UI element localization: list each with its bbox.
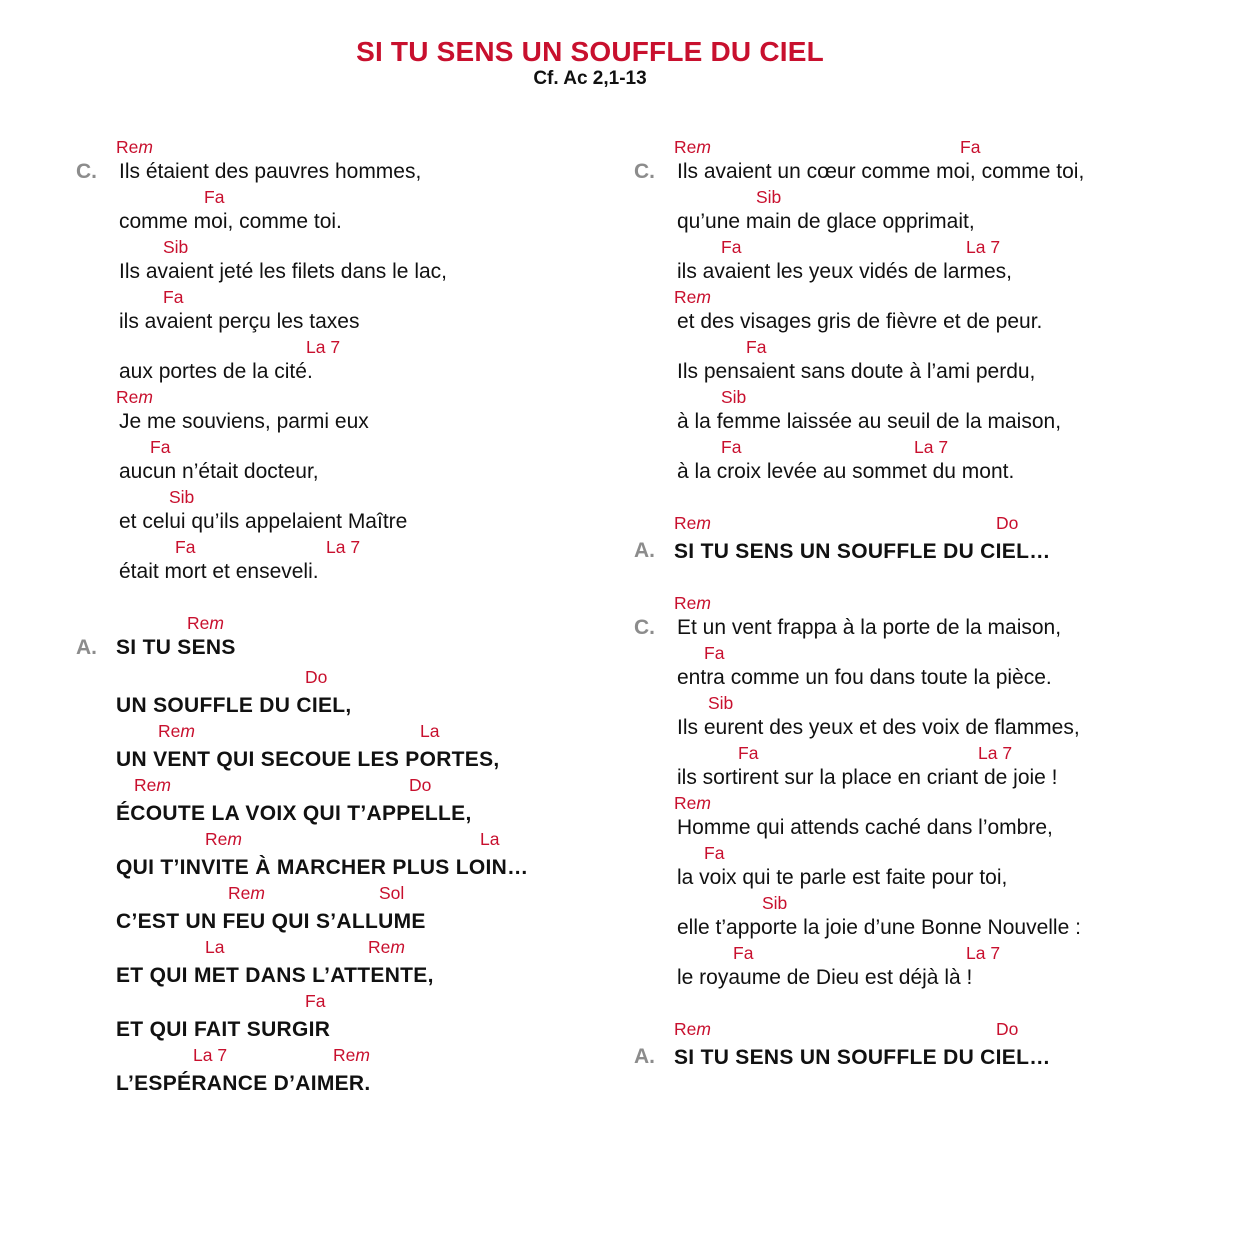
chord-root: Sib	[708, 693, 734, 713]
chord	[966, 942, 1000, 964]
chord	[708, 692, 733, 714]
chord	[674, 592, 711, 614]
lyric-line	[76, 386, 636, 436]
lyric-line	[76, 1044, 636, 1098]
lyric-line	[76, 186, 636, 236]
chord-minor: m	[696, 287, 711, 307]
lyric-text: elle t’apporte la joie d’une Bonne Nouvelle :	[677, 916, 1081, 939]
lyric-line	[76, 236, 636, 286]
lyric-line	[634, 742, 1194, 792]
chord	[150, 436, 170, 458]
lyric-text: Ils eurent des yeux et des voix de flammes,	[677, 716, 1080, 739]
chord-minor: m	[696, 593, 711, 613]
chord-root: Fa	[163, 287, 184, 307]
chord	[326, 536, 360, 558]
chord-minor: m	[696, 513, 711, 533]
lyric-line	[634, 336, 1194, 386]
chord-root: Fa	[721, 437, 742, 457]
chord-root: Sib	[756, 187, 782, 207]
refrain	[76, 612, 636, 1098]
lyric-line	[76, 536, 636, 586]
lyric-line	[76, 774, 636, 828]
chord-root: Fa	[204, 187, 225, 207]
chord	[704, 642, 724, 664]
chord	[163, 236, 188, 258]
chord-minor: m	[227, 829, 242, 849]
chord-root: Re	[368, 937, 391, 957]
lyric-text: UN SOUFFLE DU CIEL,	[116, 694, 352, 717]
chord-root: Fa	[305, 991, 326, 1011]
chord-root: La 7	[966, 237, 1001, 257]
chord	[721, 236, 741, 258]
lyric-line	[76, 286, 636, 336]
lyric-line	[634, 512, 1194, 566]
lyric-line	[634, 592, 1194, 642]
lyric-line	[76, 436, 636, 486]
chord-root: Re	[205, 829, 228, 849]
refrain-label: A.	[76, 636, 97, 659]
chord	[762, 892, 787, 914]
chord-root: Re	[187, 613, 210, 633]
chord	[674, 1018, 711, 1040]
chord	[674, 136, 711, 158]
chord-root: Do	[305, 667, 328, 687]
lyric-text: entra comme un fou dans toute la pièce.	[677, 666, 1052, 689]
lyric-line	[76, 486, 636, 536]
scripture-reference: Cf. Ac 2,1-13	[533, 68, 647, 89]
refrain-short-1	[634, 512, 1194, 566]
chord-root: Fa	[960, 137, 981, 157]
chord	[169, 486, 194, 508]
lyric-line	[634, 942, 1194, 992]
chord-root: Sib	[762, 893, 788, 913]
lyric-line	[76, 336, 636, 386]
chord-root: Fa	[738, 743, 759, 763]
lyric-text: SI TU SENS	[116, 636, 236, 659]
chord-minor: m	[390, 937, 405, 957]
chord	[204, 186, 224, 208]
chord	[721, 436, 741, 458]
chord	[409, 774, 431, 796]
lyric-line	[76, 612, 636, 666]
lyric-text: Ils avaient un cœur comme moi, comme toi,	[677, 160, 1085, 183]
couplet-label: C.	[76, 160, 97, 183]
lyric-line	[634, 692, 1194, 742]
refrain-label: A.	[634, 539, 655, 562]
chord	[704, 842, 724, 864]
lyric-line	[76, 936, 636, 990]
lyric-line	[634, 136, 1194, 186]
chord	[996, 1018, 1018, 1040]
chord	[960, 136, 980, 158]
lyric-text: qu’une main de glace opprimait,	[677, 210, 975, 233]
chord-minor: m	[138, 387, 153, 407]
lyric-text: Et un vent frappa à la porte de la maison,	[677, 616, 1062, 639]
chord-minor: m	[209, 613, 224, 633]
chord	[721, 386, 746, 408]
chord	[978, 742, 1012, 764]
couplet-2	[634, 136, 1194, 486]
chord-root: La 7	[966, 943, 1001, 963]
chord-root: La	[205, 937, 225, 957]
chord	[116, 136, 153, 158]
lyric-line	[76, 666, 636, 720]
chord-root: La 7	[306, 337, 341, 357]
chord	[305, 666, 327, 688]
lyric-text: ils sortirent sur la place en criant de joie !	[677, 766, 1058, 789]
chord-minor: m	[696, 793, 711, 813]
lyric-text: Ils avaient jeté les filets dans le lac,	[119, 260, 448, 283]
chord	[480, 828, 499, 850]
couplet-3	[634, 592, 1194, 992]
chord-minor: m	[696, 1019, 711, 1039]
chord-root: Fa	[721, 237, 742, 257]
chord-root: La	[480, 829, 500, 849]
lyric-text: à la femme laissée au seuil de la maison,	[677, 410, 1062, 433]
chord-root: Re	[674, 137, 697, 157]
lyric-line	[634, 792, 1194, 842]
chord	[368, 936, 405, 958]
chord-root: Do	[996, 1019, 1019, 1039]
chord	[333, 1044, 370, 1066]
chord-root: Re	[116, 387, 139, 407]
chord-root: Sol	[379, 883, 405, 903]
lyric-text: ET QUI MET DANS L’ATTENTE,	[116, 964, 434, 987]
chord	[305, 990, 325, 1012]
chord	[306, 336, 340, 358]
chord-root: La 7	[978, 743, 1013, 763]
chord	[738, 742, 758, 764]
chord	[674, 792, 711, 814]
chord-root: Re	[674, 513, 697, 533]
lyric-text: ET QUI FAIT SURGIR	[116, 1018, 331, 1041]
chord-minor: m	[156, 775, 171, 795]
song-title: SI TU SENS UN SOUFFLE DU CIEL	[356, 36, 824, 67]
lyric-text: Ils pensaient sans doute à l’ami perdu,	[677, 360, 1036, 383]
lyric-text: et celui qu’ils appelaient Maître	[119, 510, 408, 533]
lyric-text: L’ESPÉRANCE D’AIMER.	[116, 1072, 371, 1095]
chord	[966, 236, 1000, 258]
chord	[228, 882, 265, 904]
refrain-short-2	[634, 1018, 1194, 1072]
chord-root: Do	[996, 513, 1019, 533]
chord	[674, 286, 711, 308]
lyric-text: Ils étaient des pauvres hommes,	[119, 160, 422, 183]
chord	[193, 1044, 227, 1066]
lyric-line	[634, 286, 1194, 336]
lyric-line	[76, 990, 636, 1044]
chord	[914, 436, 948, 458]
lyric-line	[76, 136, 636, 186]
chord-root: Do	[409, 775, 432, 795]
refrain-label: A.	[634, 1045, 655, 1068]
lyric-line	[76, 720, 636, 774]
chord	[116, 386, 153, 408]
chord-root: La 7	[326, 537, 361, 557]
chord-root: La	[420, 721, 440, 741]
lyric-text: ÉCOUTE LA VOIX QUI T’APPELLE,	[116, 802, 472, 825]
chord-root: Re	[116, 137, 139, 157]
left-column	[76, 136, 636, 1124]
lyric-text: SI TU SENS UN SOUFFLE DU CIEL…	[674, 540, 1051, 563]
chord-root: Fa	[704, 843, 725, 863]
lyric-line	[634, 642, 1194, 692]
chord	[420, 720, 439, 742]
lyric-text: était mort et enseveli.	[119, 560, 319, 583]
lyric-line	[634, 236, 1194, 286]
lyric-line	[634, 436, 1194, 486]
chord-minor: m	[696, 137, 711, 157]
couplet-1	[76, 136, 636, 586]
chord-root: La 7	[193, 1045, 228, 1065]
lyric-text: aux portes de la cité.	[119, 360, 313, 383]
lyric-text: Je me souviens, parmi eux	[119, 410, 369, 433]
chord-root: Fa	[746, 337, 767, 357]
chord	[674, 512, 711, 534]
chord	[205, 936, 224, 958]
chord-root: Re	[674, 1019, 697, 1039]
chord-root: Sib	[721, 387, 747, 407]
lyric-line	[634, 842, 1194, 892]
lyric-text: QUI T’INVITE À MARCHER PLUS LOIN…	[116, 856, 529, 879]
chord	[379, 882, 404, 904]
chord	[187, 612, 224, 634]
lyric-line	[634, 892, 1194, 942]
chord-root: Re	[333, 1045, 356, 1065]
lyric-text: à la croix levée au sommet du mont.	[677, 460, 1015, 483]
chord-root: Fa	[704, 643, 725, 663]
chord	[205, 828, 242, 850]
lyric-line	[634, 386, 1194, 436]
chord-root: Sib	[169, 487, 195, 507]
chord-root: Sib	[163, 237, 189, 257]
chord	[158, 720, 195, 742]
chord-root: La 7	[914, 437, 949, 457]
lyric-text: ils avaient perçu les taxes	[119, 310, 360, 333]
chord-root: Re	[134, 775, 157, 795]
lyric-text: la voix qui te parle est faite pour toi,	[677, 866, 1008, 889]
chord-root: Fa	[175, 537, 196, 557]
right-column	[634, 136, 1194, 1098]
couplet-label: C.	[634, 616, 655, 639]
chord	[175, 536, 195, 558]
chord	[733, 942, 753, 964]
lyric-text: le royaume de Dieu est déjà là !	[677, 966, 973, 989]
chord-minor: m	[355, 1045, 370, 1065]
chord-root: Re	[158, 721, 181, 741]
chord	[756, 186, 781, 208]
chord-root: Fa	[733, 943, 754, 963]
lyric-line	[634, 1018, 1194, 1072]
chord	[134, 774, 171, 796]
chord	[163, 286, 183, 308]
chord-root: Re	[674, 287, 697, 307]
lyric-line	[76, 882, 636, 936]
lyric-text: ils avaient les yeux vidés de larmes,	[677, 260, 1012, 283]
lyric-text: C’EST UN FEU QUI S’ALLUME	[116, 910, 426, 933]
chord-root: Re	[674, 793, 697, 813]
chord	[996, 512, 1018, 534]
lyric-text: comme moi, comme toi.	[119, 210, 342, 233]
lyric-line	[76, 828, 636, 882]
chord	[746, 336, 766, 358]
lyric-text: SI TU SENS UN SOUFFLE DU CIEL…	[674, 1046, 1051, 1069]
lyric-text: UN VENT QUI SECOUE LES PORTES,	[116, 748, 500, 771]
lyric-text: et des visages gris de fièvre et de peur.	[677, 310, 1043, 333]
lyric-line	[634, 186, 1194, 236]
chord-minor: m	[250, 883, 265, 903]
couplet-label: C.	[634, 160, 655, 183]
chord-root: Re	[674, 593, 697, 613]
chord-root: Re	[228, 883, 251, 903]
chord-minor: m	[180, 721, 195, 741]
lyric-text: Homme qui attends caché dans l’ombre,	[677, 816, 1053, 839]
lyric-text: aucun n’était docteur,	[119, 460, 319, 483]
chord-root: Fa	[150, 437, 171, 457]
chord-minor: m	[138, 137, 153, 157]
